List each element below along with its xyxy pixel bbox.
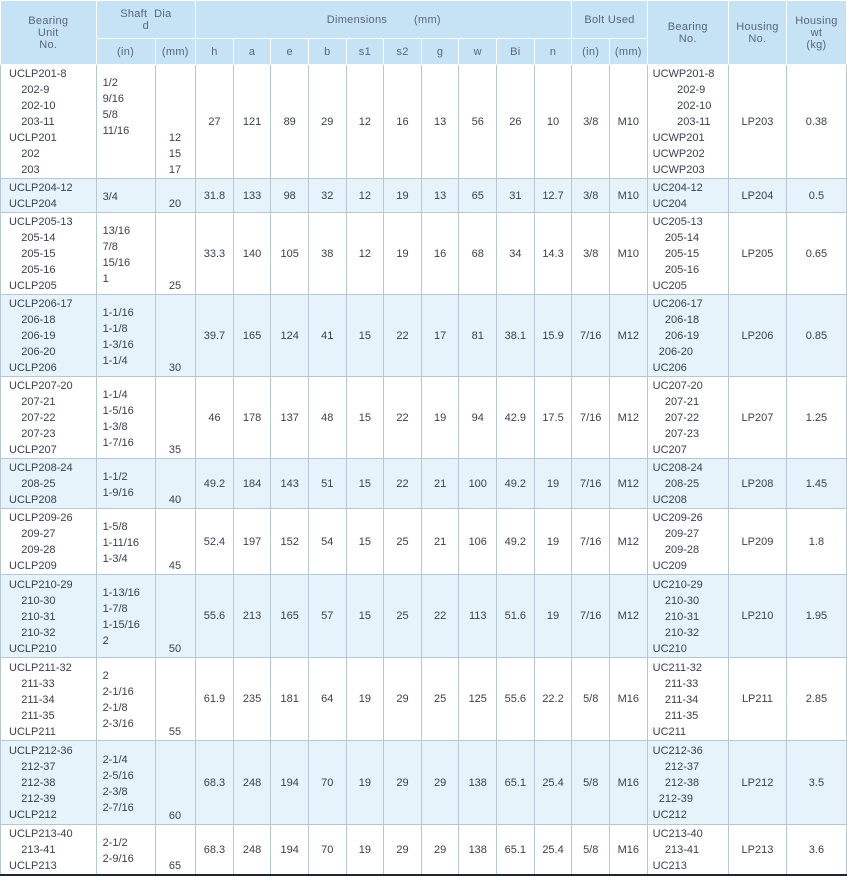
bolt-mm-cell: M16 [610, 741, 648, 825]
dim-a-cell: 165 [233, 295, 271, 377]
housing-no-cell: LP204 [728, 179, 786, 213]
dim-n-cell: 25.4 [534, 825, 572, 876]
housing-no-cell: LP211 [728, 658, 786, 741]
bearing-no-cell: UC210-29 210-30 210-31 210-32 UC210 [647, 575, 728, 658]
dim-b-cell: 54 [309, 509, 347, 575]
dim-g-cell: 13 [421, 65, 459, 179]
header-shaft-in: (in) [96, 39, 155, 65]
shaft-in-cell: 1-1/4 1-5/16 1-3/8 1-7/16 [96, 377, 155, 459]
header-e: e [271, 39, 309, 65]
bolt-mm-cell: M12 [610, 509, 648, 575]
bolt-in-cell: 3/8 [572, 179, 610, 213]
housing-no-cell: LP207 [728, 377, 786, 459]
table-row [1, 179, 847, 213]
header-w: w [459, 39, 497, 65]
header-shaft-dia: Shaft Dia d [96, 1, 196, 39]
shaft-in-cell: 2-1/4 2-5/16 2-3/8 2-7/16 [96, 741, 155, 825]
table-row [1, 459, 847, 509]
bolt-in-cell: 7/16 [572, 509, 610, 575]
header-n: n [534, 39, 572, 65]
dim-e-cell: 124 [271, 295, 309, 377]
dim-w-cell: 68 [459, 213, 497, 295]
header-bolt-used: Bolt Used [572, 1, 647, 39]
shaft-in-cell: 2 2-1/16 2-1/8 2-3/16 [96, 658, 155, 741]
header-g: g [421, 39, 459, 65]
bolt-mm-cell: M12 [610, 377, 648, 459]
dim-s1-cell: 19 [346, 741, 384, 825]
dim-bi-cell: 49.2 [497, 459, 535, 509]
dim-h-cell: 33.3 [196, 213, 234, 295]
dim-b-cell: 32 [309, 179, 347, 213]
header-a: a [233, 39, 271, 65]
dim-n-cell: 12.7 [534, 179, 572, 213]
dim-s1-cell: 15 [346, 377, 384, 459]
dim-bi-cell: 65.1 [497, 741, 535, 825]
dim-n-cell: 14.3 [534, 213, 572, 295]
housing-wt-cell: 3.5 [786, 741, 846, 825]
dim-s1-cell: 15 [346, 295, 384, 377]
dim-s2-cell: 19 [384, 213, 422, 295]
dim-a-cell: 235 [233, 658, 271, 741]
shaft-mm-cell: 20 [155, 179, 196, 213]
shaft-mm-cell: 55 [155, 658, 196, 741]
bolt-in-cell: 3/8 [572, 213, 610, 295]
bolt-in-cell: 5/8 [572, 825, 610, 876]
dim-bi-cell: 65.1 [497, 825, 535, 876]
dim-n-cell: 15.9 [534, 295, 572, 377]
shaft-mm-cell: 25 [155, 213, 196, 295]
shaft-in-cell: 1-5/8 1-11/16 1-3/4 [96, 509, 155, 575]
bearing-no-cell: UCWP201-8 202-9 202-10 203-11 UCWP201 UCWP202 UCWP203 [647, 65, 728, 179]
table-row [1, 377, 847, 459]
dim-g-cell: 21 [421, 509, 459, 575]
table-row [1, 658, 847, 741]
shaft-mm-cell: 45 [155, 509, 196, 575]
housing-no-cell: LP210 [728, 575, 786, 658]
bearing-unit-cell: UCLP209-26 209-27 209-28 UCLP209 [1, 509, 97, 575]
bearing-no-cell: UC204-12 UC204 [647, 179, 728, 213]
dim-a-cell: 248 [233, 741, 271, 825]
header-bearing-unit: Bearing Unit No. [1, 1, 97, 65]
dim-a-cell: 197 [233, 509, 271, 575]
dim-w-cell: 100 [459, 459, 497, 509]
dim-s2-cell: 22 [384, 295, 422, 377]
bearing-no-cell: UC211-32 211-33 211-34 211-35 UC211 [647, 658, 728, 741]
bearing-unit-cell: UCLP205-13 205-14 205-15 205-16 UCLP205 [1, 213, 97, 295]
bearing-unit-cell: UCLP207-20 207-21 207-22 207-23 UCLP207 [1, 377, 97, 459]
header-bi: Bi [497, 39, 535, 65]
dim-g-cell: 19 [421, 377, 459, 459]
dim-g-cell: 16 [421, 213, 459, 295]
dim-w-cell: 125 [459, 658, 497, 741]
table-row [1, 65, 847, 179]
dim-g-cell: 13 [421, 179, 459, 213]
dim-s1-cell: 15 [346, 509, 384, 575]
table-body [1, 65, 847, 876]
table-row [1, 575, 847, 658]
bolt-in-cell: 5/8 [572, 658, 610, 741]
dim-n-cell: 25.4 [534, 741, 572, 825]
bolt-mm-cell: M12 [610, 575, 648, 658]
bearing-unit-cell: UCLP210-29 210-30 210-31 210-32 UCLP210 [1, 575, 97, 658]
dim-n-cell: 17.5 [534, 377, 572, 459]
housing-no-cell: LP209 [728, 509, 786, 575]
dim-h-cell: 39.7 [196, 295, 234, 377]
dim-w-cell: 94 [459, 377, 497, 459]
dim-b-cell: 57 [309, 575, 347, 658]
bolt-mm-cell: M12 [610, 295, 648, 377]
dim-h-cell: 68.3 [196, 825, 234, 876]
dim-g-cell: 25 [421, 658, 459, 741]
dim-b-cell: 64 [309, 658, 347, 741]
dim-bi-cell: 31 [497, 179, 535, 213]
bolt-in-cell: 7/16 [572, 575, 610, 658]
bearing-unit-cell: UCLP208-24 208-25 UCLP208 [1, 459, 97, 509]
bolt-mm-cell: M10 [610, 179, 648, 213]
dim-s2-cell: 25 [384, 509, 422, 575]
shaft-mm-cell: 40 [155, 459, 196, 509]
dim-a-cell: 140 [233, 213, 271, 295]
bolt-in-cell: 3/8 [572, 65, 610, 179]
bolt-in-cell: 7/16 [572, 459, 610, 509]
dim-e-cell: 181 [271, 658, 309, 741]
dim-b-cell: 38 [309, 213, 347, 295]
dim-bi-cell: 34 [497, 213, 535, 295]
bolt-in-cell: 5/8 [572, 741, 610, 825]
dim-h-cell: 46 [196, 377, 234, 459]
shaft-in-cell: 2-1/2 2-9/16 [96, 825, 155, 876]
dim-w-cell: 56 [459, 65, 497, 179]
table-row [1, 213, 847, 295]
header-bearing-no: Bearing No. [647, 1, 728, 65]
dim-g-cell: 21 [421, 459, 459, 509]
header-bolt-in: (in) [572, 39, 610, 65]
dim-s1-cell: 19 [346, 825, 384, 876]
table-row [1, 509, 847, 575]
shaft-mm-cell: 60 [155, 741, 196, 825]
bearing-no-cell: UC209-26 209-27 209-28 UC209 [647, 509, 728, 575]
bearing-unit-cell: UCLP204-12 UCLP204 [1, 179, 97, 213]
header-s2: s2 [384, 39, 422, 65]
dim-h-cell: 68.3 [196, 741, 234, 825]
dim-w-cell: 106 [459, 509, 497, 575]
dim-g-cell: 22 [421, 575, 459, 658]
dim-b-cell: 70 [309, 741, 347, 825]
header-housing-wt: Housing wt (kg) [786, 1, 846, 65]
housing-wt-cell: 0.65 [786, 213, 846, 295]
shaft-mm-cell: 65 [155, 825, 196, 876]
dim-s1-cell: 15 [346, 459, 384, 509]
bolt-mm-cell: M10 [610, 65, 648, 179]
dim-s2-cell: 25 [384, 575, 422, 658]
shaft-in-cell: 1-1/2 1-9/16 [96, 459, 155, 509]
housing-no-cell: LP205 [728, 213, 786, 295]
dim-a-cell: 133 [233, 179, 271, 213]
table-row [1, 825, 847, 876]
shaft-in-cell: 1/2 9/16 5/8 11/16 [96, 65, 155, 179]
bearing-no-cell: UC205-13 205-14 205-15 205-16 UC205 [647, 213, 728, 295]
table-row [1, 741, 847, 825]
dim-a-cell: 178 [233, 377, 271, 459]
housing-wt-cell: 1.45 [786, 459, 846, 509]
dim-s1-cell: 19 [346, 658, 384, 741]
dim-s1-cell: 12 [346, 65, 384, 179]
bolt-in-cell: 7/16 [572, 377, 610, 459]
dim-b-cell: 70 [309, 825, 347, 876]
bearing-no-cell: UC207-20 207-21 207-22 207-23 UC207 [647, 377, 728, 459]
shaft-mm-cell: 30 [155, 295, 196, 377]
header-h: h [196, 39, 234, 65]
bolt-mm-cell: M12 [610, 459, 648, 509]
housing-wt-cell: 1.25 [786, 377, 846, 459]
dim-h-cell: 52.4 [196, 509, 234, 575]
dim-w-cell: 65 [459, 179, 497, 213]
dim-n-cell: 22.2 [534, 658, 572, 741]
shaft-in-cell: 1-13/16 1-7/8 1-15/16 2 [96, 575, 155, 658]
dim-bi-cell: 38.1 [497, 295, 535, 377]
bolt-mm-cell: M16 [610, 825, 648, 876]
dim-s2-cell: 22 [384, 459, 422, 509]
bearing-unit-cell: UCLP211-32 211-33 211-34 211-35 UCLP211 [1, 658, 97, 741]
bearing-unit-cell: UCLP213-40 213-41 UCLP213 [1, 825, 97, 876]
dim-h-cell: 31.8 [196, 179, 234, 213]
shaft-in-cell: 1-1/16 1-1/8 1-3/16 1-1/4 [96, 295, 155, 377]
dim-s2-cell: 22 [384, 377, 422, 459]
dim-n-cell: 19 [534, 509, 572, 575]
dim-b-cell: 41 [309, 295, 347, 377]
bearing-unit-cell: UCLP201-8 202-9 202-10 203-11 UCLP201 202 203 [1, 65, 97, 179]
dim-e-cell: 89 [271, 65, 309, 179]
dim-s2-cell: 29 [384, 741, 422, 825]
housing-wt-cell: 0.5 [786, 179, 846, 213]
header-housing-no: Housing No. [728, 1, 786, 65]
dim-bi-cell: 49.2 [497, 509, 535, 575]
housing-wt-cell: 2.85 [786, 658, 846, 741]
dim-n-cell: 19 [534, 575, 572, 658]
bearing-unit-cell: UCLP206-17 206-18 206-19 206-20 UCLP206 [1, 295, 97, 377]
dim-bi-cell: 42.9 [497, 377, 535, 459]
dim-e-cell: 194 [271, 825, 309, 876]
table-row [1, 295, 847, 377]
dim-w-cell: 138 [459, 825, 497, 876]
dim-bi-cell: 55.6 [497, 658, 535, 741]
dim-h-cell: 61.9 [196, 658, 234, 741]
dim-e-cell: 137 [271, 377, 309, 459]
header-shaft-mm: (mm) [155, 39, 196, 65]
dim-a-cell: 184 [233, 459, 271, 509]
dim-w-cell: 81 [459, 295, 497, 377]
bearing-no-cell: UC208-24 208-25 UC208 [647, 459, 728, 509]
dim-e-cell: 152 [271, 509, 309, 575]
housing-no-cell: LP212 [728, 741, 786, 825]
dim-e-cell: 194 [271, 741, 309, 825]
housing-wt-cell: 1.95 [786, 575, 846, 658]
dim-w-cell: 113 [459, 575, 497, 658]
dim-a-cell: 248 [233, 825, 271, 876]
bearing-unit-cell: UCLP212-36 212-37 212-38 212-39 UCLP212 [1, 741, 97, 825]
dim-s1-cell: 15 [346, 575, 384, 658]
header-b: b [309, 39, 347, 65]
dim-s2-cell: 29 [384, 825, 422, 876]
dim-h-cell: 49.2 [196, 459, 234, 509]
dim-h-cell: 55.6 [196, 575, 234, 658]
dim-h-cell: 27 [196, 65, 234, 179]
dim-e-cell: 165 [271, 575, 309, 658]
dim-g-cell: 29 [421, 741, 459, 825]
bearing-no-cell: UC213-40 213-41 UC213 [647, 825, 728, 876]
dim-s1-cell: 12 [346, 213, 384, 295]
housing-wt-cell: 3.6 [786, 825, 846, 876]
housing-no-cell: LP206 [728, 295, 786, 377]
shaft-in-cell: 3/4 [96, 179, 155, 213]
dim-g-cell: 29 [421, 825, 459, 876]
table-header [1, 1, 847, 65]
bolt-mm-cell: M16 [610, 658, 648, 741]
housing-wt-cell: 0.85 [786, 295, 846, 377]
housing-no-cell: LP203 [728, 65, 786, 179]
dim-a-cell: 121 [233, 65, 271, 179]
dim-s1-cell: 12 [346, 179, 384, 213]
housing-no-cell: LP213 [728, 825, 786, 876]
dim-e-cell: 143 [271, 459, 309, 509]
shaft-in-cell: 13/16 7/8 15/16 1 [96, 213, 155, 295]
header-s1: s1 [346, 39, 384, 65]
dim-s2-cell: 29 [384, 658, 422, 741]
dim-b-cell: 29 [309, 65, 347, 179]
dim-g-cell: 17 [421, 295, 459, 377]
dim-a-cell: 213 [233, 575, 271, 658]
dim-n-cell: 19 [534, 459, 572, 509]
dim-bi-cell: 26 [497, 65, 535, 179]
dim-b-cell: 51 [309, 459, 347, 509]
bolt-in-cell: 7/16 [572, 295, 610, 377]
dim-s2-cell: 19 [384, 179, 422, 213]
shaft-mm-cell: 35 [155, 377, 196, 459]
dim-e-cell: 98 [271, 179, 309, 213]
dim-b-cell: 48 [309, 377, 347, 459]
housing-wt-cell: 0.38 [786, 65, 846, 179]
bearing-no-cell: UC206-17 206-18 206-19 206-20 UC206 [647, 295, 728, 377]
housing-wt-cell: 1.8 [786, 509, 846, 575]
bolt-mm-cell: M10 [610, 213, 648, 295]
header-bolt-mm: (mm) [610, 39, 648, 65]
shaft-mm-cell: 12 15 17 [155, 65, 196, 179]
bearing-no-cell: UC212-36 212-37 212-38 212-39 UC212 [647, 741, 728, 825]
header-dimensions: Dimensions (mm) [196, 1, 572, 39]
dim-n-cell: 10 [534, 65, 572, 179]
dim-w-cell: 138 [459, 741, 497, 825]
dim-e-cell: 105 [271, 213, 309, 295]
housing-no-cell: LP208 [728, 459, 786, 509]
dim-bi-cell: 51.6 [497, 575, 535, 658]
shaft-mm-cell: 50 [155, 575, 196, 658]
dim-s2-cell: 16 [384, 65, 422, 179]
